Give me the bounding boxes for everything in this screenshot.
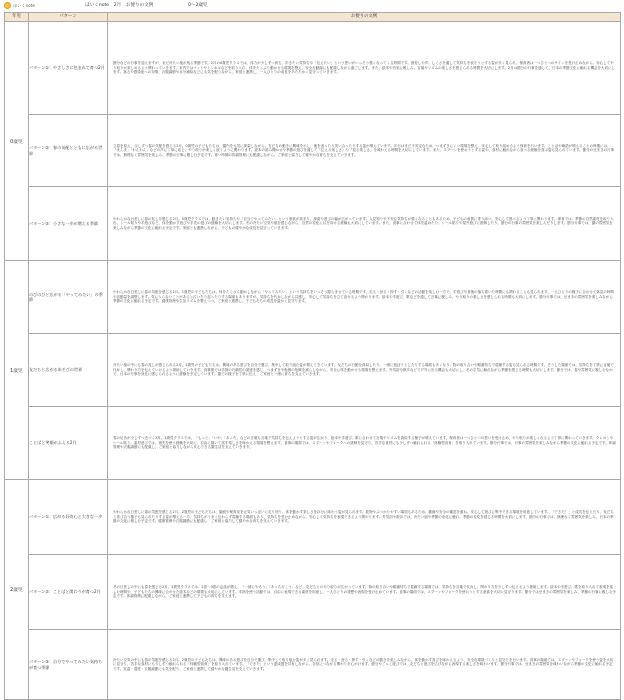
table-row (5, 115, 621, 187)
pattern-label: ことばと笑顔がふえる2月 (29, 440, 77, 446)
table-row (5, 630, 621, 700)
table-row (5, 480, 621, 555)
pattern-cell (29, 22, 108, 115)
pattern-cell (29, 261, 108, 334)
example-text: やわらかな日差しに春の気配を感じる2月。1歳児の子どもたちは、体をたくさん動かしながら「やってみたい」という気持ちをいっそう膨らませている時期です。走る・登る・押す・引くなどの活動を楽しむ一方で、手遊びや食後の落ち着いた時間にも関わることも見られます。一人ひとりの様子に合わせて休息の時間や活動量を調整します。気に入らないことがあると泣いたり怒ったりする場面もありますが、気持ちを代弁しながら共感し、安心して気持ちを立て直せるよう関わります。絵本や手遊び、歌などを通して言葉に親しみ、やり取りの楽しさを感じられる時間も大切にします。節分行事では、豆まきの雰囲気を楽しみながら季節の文化に触れる予定です。健康管理や生活リズムを整えつつ、ご家庭と連携し、子どもたちの成長を温かく見守ります。 (113, 290, 614, 304)
logo (4, 2, 35, 9)
age-group-cell: 2歳児 (5, 480, 29, 700)
column-header-example: お便りの文例 (108, 13, 621, 22)
pattern-label: パターン①：広がる好奇心と大きな一歩 (29, 514, 103, 520)
table-row (5, 22, 621, 115)
table-row (5, 555, 621, 630)
example-text: 冷たい風の中にも春の兆しが感じられる2月。1歳児の子どもたちは、興味のある遊びを自分で選び、集中して取り組む姿が増えてきています。友だちの行動を真似したり、一緒に遊ぼうとしたりする場面も多くなり、物の取り合いや順番待ちで葛藤する姿も見られる時期です。そうした場面では、気持ちを丁寧に言葉で代弁し、関わり方を伝えていけるよう援助していきます。食事面では手指の巧緻性の発達を感じ、つまずきや転倒の危険を減らしながら、安全に体を動かせる環境を整えます。外気浴や散歩などで戸外に出る機会も大切にし、冬の空気に触れながら季節を感じる時間も大切にします。節分では、春や雰囲気に親しむなかで、日本の行事を身近に感じられるように経験を予定しています。園での様子を丁寧に伝え、ご家庭と一緒に育ちを支えていきます。 (113, 363, 614, 377)
pattern-cell (29, 630, 108, 700)
logo-mark-icon (4, 2, 11, 9)
pattern-label: 友だちと広がるあそびの世界 (29, 367, 83, 373)
table-row (5, 407, 621, 480)
table-header-row (5, 13, 621, 22)
pattern-cell (29, 334, 108, 407)
example-cell (108, 261, 621, 334)
example-cell (108, 115, 621, 187)
column-header-pattern: パターン (29, 13, 108, 22)
age-group-cell: 0歳児 (5, 22, 29, 261)
example-cell (108, 22, 621, 115)
page-header (0, 0, 624, 12)
pattern-cell (29, 187, 108, 261)
table-row (5, 261, 621, 334)
example-text: 立春を迎え、少しずつ春の気配を感じる2月。0歳児の子どもたちは、園内を元気に探索しながら、友だちの動きに興味を示し、後を追ったり笑い合ったりする姿が増えています。歩行はまだ不安定なため、つまずきにくい環境を整え、安心して取り組めるよう保育を行います。ことばや喃語が増えることの時期には、「まんま」「わんわん」などの声に丁寧に応じ、やり取りが楽しく続くように関わります。絵本の読み聞かせや季節の遊びを通して「伝える楽しさ」や「見る楽しさ」を味わえる時間を大切にしています。また、スプーンを使おうとする姿や、食材に触れながら食べる経験を喜ぶ姿も見られています。節分の豆まきの行事では、無理なく雰囲気を楽しみ、季節の行事に親しむ予定です。寒い時期の体調管理にも配慮しながら、ご家庭と協力して健やかな育ちを支えていきます。 (113, 143, 615, 157)
logo-text: ほいくnote (13, 3, 35, 8)
pattern-label: のびのびと広がる「やってみたい」の季節 (29, 291, 103, 302)
age-range-label: 0〜2歳児 (188, 3, 208, 8)
table-row (5, 334, 621, 407)
example-cell (108, 407, 621, 480)
pattern-label: パターン②：ことばと関わりが育つ2月 (29, 589, 101, 595)
pattern-label: パターン③：小さな一歩が増える季節 (29, 220, 99, 226)
pattern-cell (29, 115, 108, 187)
example-cell (108, 480, 621, 555)
pattern-cell (29, 555, 108, 630)
column-header-age: 年児 (5, 13, 29, 22)
example-cell (108, 187, 621, 261)
example-cell (108, 630, 621, 700)
example-text: やわらかな日差しに春の兆しを感じる2月。0歳児クラスでは、動きたい気持ちや「自分でやってみたい」という意欲が高まり、探索や遊びの幅が広がっています。人見知りや不安な気持ちが強くなることもあるため、子どもの表情に寄り添い、安心して遊べるよう丁寧に関わります。保育では、季節の自然素材を取り入れ、シール貼りや手遊びなど、体を動かす遊びや手先の遊びの経験を大切にします。冬の冷たい空気や風を感じながら、自然の変化に目を向ける経験も大切にしています。また、食事に合わせて体を温めたり、シール貼りや屋外遊びに挑戦したり、節分の行事の雰囲気を楽しんだりします。節分行事では、園の雰囲気を楽しみながら季節の文化に触れる予定です。家庭とも連携しながら、子どもの健やかな成長を見守っていきます。 (113, 216, 614, 230)
table-row (5, 187, 621, 261)
example-text: やわらかな日差しに春の気配を感じる2月。2歳児の子どもたちは、園庭や保育室を元気いっぱいに走り回り、体を動かす楽しさを存分に味わう姿が見られます。乾物やぶつかりやすい場面もあるため、動線や安全の確認を重ね、安心して遊びに集中できる環境を用意しています。「できた！」と成功を伝えたり、友だちと喜び合う様子も見られたりする姿が増える一方、気持ちがうまく伝わらず葛藤する場面もあり、気持ちを受け止めながら、安心して気持ちを表現できるよう関わります。外気浴や散歩では、冷たい風や季節の変化に触れ、季節の変化を感じる時間を大切にします。節分の行事では、無理なく雰囲気を楽しみ、日本の季節の文化に親しむ予定です。健康管理や衣服調節にも配慮し、ご家庭と協力して健やかな育ちを支えていきます。 (113, 510, 614, 524)
pattern-cell (29, 480, 108, 555)
document-title: ほいくnote 2月 お便りの文例 (85, 3, 154, 8)
example-text: 冬の日差しの中にも春を感じる2月。2歳児クラスでは、2語〜3語の会話が増え、「一緒にやろう」「あっち行こう」など、友だちとのやり取りが広がっています。物の取り合いや順番待ちで葛藤する場面では、気持ちを言葉で代弁し、関わり方を少しずつ伝えるよう援助します。絵本や手遊び、歌を取り入れて表現を楽しむ時間や、子どもたちの興味に合わせた絵本などの環境も大切にしています。手指を使う活動では、自由に表現できる素材を用意し、一人ひとりの発想や表現を受け止めています。食事の場面では、スプーンやフォークを使おうとする意欲を大切に見守ります。節分では豆まきの雰囲気を楽しみ、季節の行事に親しむ予定です。体調管理に配慮しながら、ご家庭と連携して子どもの育ちを支えます。 (113, 585, 616, 599)
example-text: 冷たい空気の中にも春の気配を感じる2月。2歳児の子どもたちは、興味のある遊びを自分で選び、集中して取り組む姿が多く見られます。走る・登る・押す・引くなどの動きを楽しみながら、体を動かす喜びを味わえるよう、安全な環境づくりと見守りを行います。食事の場面では、スプーンやフォークを使う姿を大切に見守り、苦手な食材にも少しずつ触れられる「体験型食育」を取り入れています。「できた」という達成感を共有しながら、自信につながる関わりを心がけます。節分やごっこ遊びでは、友だちと遊びを広げながら表現する楽しさを味わいます。節分行事では、豆まきの雰囲気を味わいながら季節の文化に触れる予定です。室温・湿度・衣服調節にも気を配り、ご家庭と連携して健やかな園生活を支えていきます。 (113, 657, 614, 671)
example-cell (108, 555, 621, 630)
pattern-label: パターン②：春の気配とともに広がる世界 (29, 145, 103, 156)
example-cell (108, 334, 621, 407)
pattern-label: パターン③：自分でやってみたい気持ちが育つ季節 (29, 659, 103, 670)
example-text: 節分などの行事を迎えますが、まだ冷たい風が残る季節です。2月の0歳児クラスでは、体力が少しずつ育ち、歩きたい気持ちや「伝えたい」という思いがいっそう強くなってくる時期です。指差しや声、しぐさを通して気持ちを表そうとする姿が多く見られ、保育者は一つひとつのサインを受け止めながら、安心してやり取りが楽しめるよう関わっていきます。室内ではマットやトンネルなどを取り入れ、体をたっぷり動かせる環境を整え、安全な動線にも配慮しながら過ごします。また、絵本や音楽に親しみ、言葉やリズムの楽しさを感じられる時間を大切にします。2月は節分の行事を通して、日本の季節文化に触れる機会を大切にします。寒さや感染症への対策、衣服調節や水分補給などにも気を配りながら、家庭と連携し、一人ひとりの成長をあたたかく見守っていきます。 (113, 61, 616, 75)
pattern-cell (29, 407, 108, 480)
letter-examples-table (4, 12, 621, 700)
age-group-cell: 1歳児 (5, 261, 29, 480)
pattern-label: パターン①：やさしさに包まれて育つ2月 (29, 65, 105, 71)
example-text: 春の足音が少しずつ近づく2月。1歳児クラスでは、「もっと」「いや」「あった」などの言葉も言葉で気持ちを伝えようとする姿が広がり、絵本や手遊び、歌に合わせて言葉やリズムを真似する様子が増えています。保育者は一つひとつの思いを受け止め、やり取りが楽しくなるよう丁寧に関わっていきます。クレヨンやシール貼り、素材遊びでは、指先を使う経験を大切に、自由に描いて試す楽しさを味わえる環境を整えます。食事の場面では、スプーンやフォークへの挑戦を見守り、苦手な食材にも少しずつ触れられる「体験型食育」を取り入れています。節分行事では、行事の雰囲気を楽しみながら季節の文化に触れる予定です。体調管理や衣服調節にも配慮し、ご家庭と協力しながら安心できる園生活を支えていきます。 (113, 436, 616, 450)
